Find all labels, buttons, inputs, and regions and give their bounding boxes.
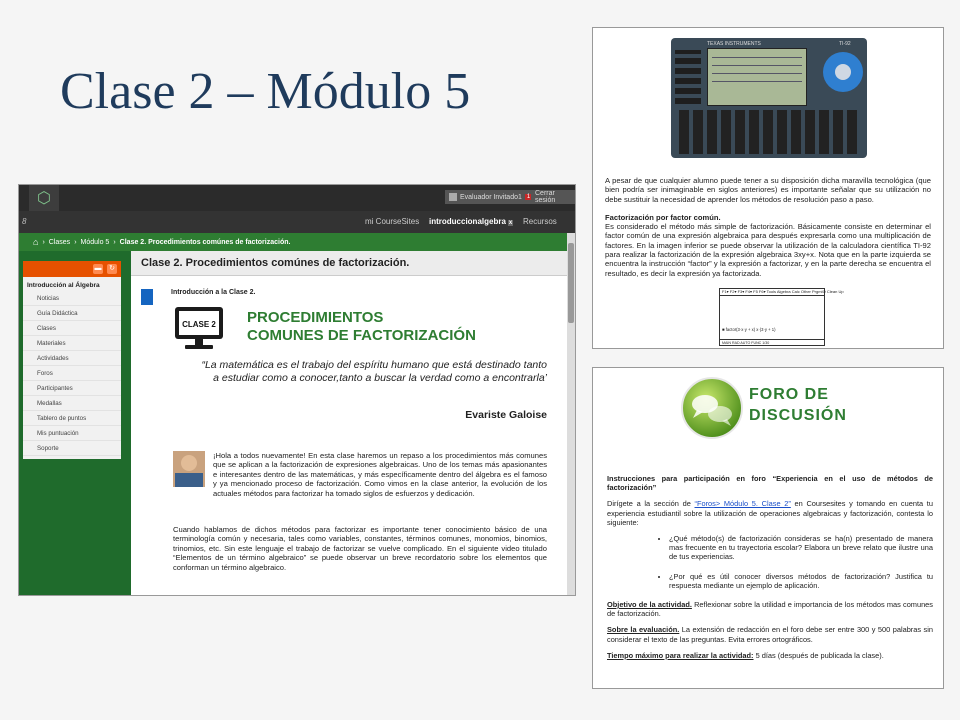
calculator-model: TI-92: [839, 41, 851, 47]
keyboard: [679, 110, 859, 154]
scrollbar[interactable]: [567, 233, 575, 595]
forum-text: [607, 474, 933, 667]
tab-resources[interactable]: Recursos: [523, 217, 557, 226]
breadcrumb-module[interactable]: Módulo 5: [80, 238, 110, 246]
screen-factor-line: ■ factor(3·x·y + x) x·(3·y + 1): [722, 327, 776, 332]
forum-directions-post: en Coursesites y tomando en cuenta tu experiencia estudiantil sobre la utilización de operaciones algebraicas y factorización, contesta lo siguiente:: [607, 499, 933, 527]
clase-label: CLASE 2: [182, 320, 216, 329]
course-sidebar: [23, 261, 121, 459]
banner-line-2: COMUNES DE FACTORIZACIÓN: [247, 327, 476, 344]
forum-instructions: Instrucciones para participación en foro “Experiencia en el uso de métodos de factorización”: [607, 474, 933, 493]
refresh-icon[interactable]: ↻: [107, 264, 117, 274]
calculator-screen: [707, 48, 807, 106]
objective: [607, 600, 933, 618]
calc-paragraph-2: Es considerado el método más simple de factorización. Básicamente consiste en determinar el factor común de una expresión algebraica para después expresarla como una multiplicación de factores. En la imagen inferior se puede observar la utilización de la calculadora científica TI-92 para realizar la factorización de la expresión algebraica 3xy+x. Nota que en la parte izquierda se encuentra la instrucción “factor” y la expresión a factorizar, y en la parte derecha se encuentra el resultado, es decir la expresión ya factorizada.: [605, 222, 931, 278]
sidebar-item-soporte[interactable]: Soporte: [23, 441, 121, 456]
calc-heading: Factorización por factor común.: [605, 212, 721, 222]
tab-course[interactable]: [429, 217, 513, 226]
monitor-icon: [173, 305, 225, 353]
time-limit: [607, 651, 933, 660]
screen-status: MAIN RAD AUTO FUNC 1/30: [720, 339, 824, 345]
breadcrumb-separator-icon: ›: [42, 238, 45, 246]
logout-button[interactable]: Cerrar sesión: [531, 190, 575, 204]
coursesites-logo-icon[interactable]: ⬡: [29, 185, 59, 211]
objective-text: Reflexionar sobre la utilidad e importancia de los métodos mas comunes de factorización.: [607, 600, 933, 619]
screen-menu: F1▾ F2▾ F3▾ F4▾ F5 F6▾ Tools Algebra Calc Other PrgmIO Clean Up: [722, 289, 844, 294]
page-title: Clase 2. Procedimientos comúnes de factorización.: [131, 251, 567, 276]
sidebar-item-tablero[interactable]: Tablero de puntos: [23, 411, 121, 426]
question-2: • ¿Por qué es útil conocer diversos métodos de factorización? Justifica tu respuesta mediante un ejemplo de aplicación.: [669, 572, 933, 590]
sidebar-group-title[interactable]: Introducción al Álgebra: [27, 282, 100, 289]
time-label: Tiempo máximo para realizar la actividad:: [607, 650, 754, 660]
forum-title-line-2: DISCUSIÓN: [749, 407, 847, 424]
calculator-document: [592, 27, 944, 349]
question-list: [607, 534, 933, 590]
calculator-brand: TEXAS INSTRUMENTS: [707, 41, 761, 47]
nav-number: 8: [22, 217, 27, 226]
user-menu[interactable]: [445, 190, 536, 204]
calculator-text: [605, 176, 931, 287]
banner-title: [247, 309, 476, 345]
sidebar-item-materiales[interactable]: Materiales: [23, 336, 121, 351]
sidebar-item-participantes[interactable]: Participantes: [23, 381, 121, 396]
forum-title: [749, 384, 847, 426]
intro-paragraph: ¡Hola a todos nuevamente! En esta clase haremos un repaso a los procedimientos más comunes que se aplican a la factorización de expresiones algebraicas. Uno de los temas más apasionantes e interesantes dentro de las matemáticas, y más específicamente dentro del álgebra es el famoso y ya mencionado proceso de factorización. Como vimos en la clase anterior, la evolución de los actuales métodos para factorizar ha tomado siglos de esfuerzos y dedicación.: [213, 451, 547, 498]
forum-document: [592, 367, 944, 689]
breadcrumb-separator-icon: ›: [74, 238, 77, 246]
forum-title-line-1: FORO DE: [749, 386, 829, 403]
quote-text: “La matemática es el trabajo del espíritu humano que está destinado tanto a estudiar como a conocer,tanto a buscar la verdad como a encontrarla’: [201, 359, 547, 384]
quote-author: Evariste Galoise: [465, 409, 547, 421]
function-keys: [675, 50, 701, 104]
notification-badge[interactable]: 1: [526, 194, 531, 200]
slide-title: Clase 2 – Módulo 5: [60, 63, 471, 120]
sidebar-item-guia[interactable]: Guía Didáctica: [23, 306, 121, 321]
folder-icon[interactable]: ▬: [94, 265, 102, 272]
chalkboard-background: [19, 251, 567, 595]
tab-close-icon[interactable]: x: [508, 220, 513, 226]
sidebar-item-medallas[interactable]: Medallas: [23, 396, 121, 411]
content-panel: [131, 251, 567, 595]
tab-my-coursesites[interactable]: mi CourseSites: [365, 217, 420, 226]
sidebar-item-clases[interactable]: Clases: [23, 321, 121, 336]
lms-screenshot: [18, 184, 576, 596]
lms-navbar: [19, 211, 575, 233]
home-icon[interactable]: ⌂: [33, 237, 39, 247]
scrollbar-thumb[interactable]: [568, 243, 574, 323]
evaluation: [607, 625, 933, 643]
breadcrumb-classes[interactable]: Clases: [48, 238, 71, 246]
evaluation-text: La extensión de redacción en el foro debe ser entre 300 y 500 palabras sin considerar el texto de las preguntas. Evita errores ortográficos.: [607, 625, 933, 644]
calc-paragraph-1: A pesar de que cualquier alumno puede tener a su disposición dicha maravilla tecnológica (que bien podría ser inimaginable en siglos anteriores) es importante señalar que su utilización no debe sustituir la necesidad de aprender los métodos de resolución paso a paso.: [605, 176, 931, 204]
sidebar-item-puntuacion[interactable]: Mis puntuación: [23, 426, 121, 441]
forum-directions: [607, 499, 933, 527]
objective-label: Objetivo de la actividad.: [607, 600, 692, 610]
tab-course-label: introduccionalgebra: [429, 217, 506, 226]
body-paragraph: Cuando hablamos de dichos métodos para factorizar es importante tener conocimiento básico de una terminología común y necesaria, tales como variables, constantes, términos comunes, monomios, binomios, trinomios, etc. Sin este lenguaje el trabajo de factorizar se vuelve complicado. En el siguiente video titulado “Elementos de un término algebraico” se puede observar un breve recordatorio sobre los elementos que conforman un término algebraico.: [173, 525, 547, 572]
sidebar-item-noticias[interactable]: Noticias: [23, 291, 121, 306]
sidebar-item-foros[interactable]: Foros: [23, 366, 121, 381]
sidebar-header: [23, 261, 121, 277]
lms-topbar: [19, 185, 575, 211]
breadcrumb-current: Clase 2. Procedimientos comúnes de factorización.: [119, 238, 291, 246]
user-name: Evaluador Invitado1: [460, 193, 522, 201]
calculator-result-screen: [719, 288, 844, 346]
breadcrumb-separator-icon: ›: [113, 238, 116, 246]
forum-directions-pre: Dirígete a la sección de: [607, 499, 695, 509]
dpad-icon: [823, 52, 863, 92]
teacher-photo: [173, 451, 205, 487]
avatar: [449, 193, 457, 201]
ti92-calculator-image: [671, 38, 867, 158]
chat-bubbles-icon: [677, 376, 747, 440]
intro-label[interactable]: Introducción a la Clase 2.: [171, 289, 256, 296]
breadcrumb: [19, 233, 567, 251]
question-1: • ¿Qué método(s) de factorización consideras se ha(n) presentado de manera mas frecuente en tu trayectoria escolar? Elabora un breve relato que ilustre una de tus experiencias.: [669, 534, 933, 562]
sidebar-item-actividades[interactable]: Actividades: [23, 351, 121, 366]
banner-line-1: PROCEDIMIENTOS: [247, 309, 384, 326]
document-icon[interactable]: [141, 289, 153, 305]
evaluation-label: Sobre la evaluación.: [607, 625, 680, 635]
forum-link[interactable]: “Foros> Módulo 5. Clase 2”: [694, 499, 791, 509]
time-text: 5 días (después de publicada la clase).: [753, 650, 884, 660]
